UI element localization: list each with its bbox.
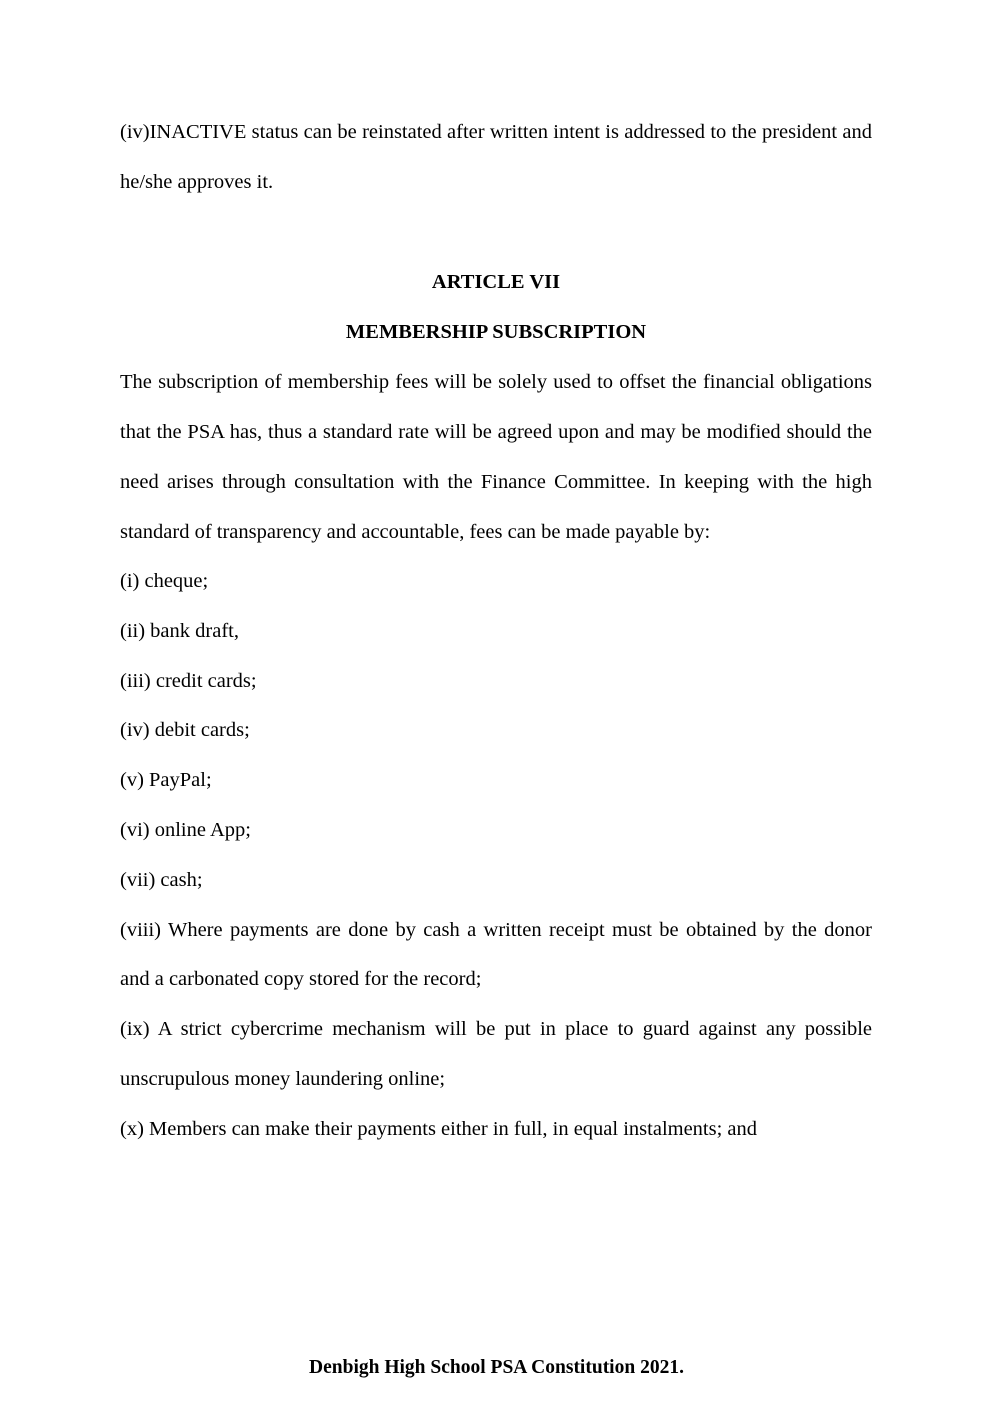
list-item: (vi) online App; (120, 818, 251, 841)
section-spacer (120, 207, 872, 257)
payment-methods-list (120, 557, 872, 1155)
article-title: MEMBERSHIP SUBSCRIPTION (345, 321, 647, 343)
intro-paragraph: (iv)INACTIVE status can be reinstated after written intent is addressed to the president and he/she approves it. (120, 121, 872, 193)
list-item: (ix) A strict cybercrime mechanism will be put in place to guard against any possible unscrupulous money laundering online; (120, 1018, 872, 1090)
article-number: ARTICLE VII (431, 271, 561, 293)
list-item: (iv) debit cards; (120, 719, 250, 742)
list-item: (v) PayPal; (120, 769, 212, 792)
document-page (120, 107, 872, 1155)
list-item: (x) Members can make their payments either in full, in equal instalments; and (120, 1117, 758, 1140)
list-item: (ii) bank draft, (120, 619, 239, 642)
body-paragraph: The subscription of membership fees will be solely used to offset the financial obligations that the PSA has, thus a standard rate will be agreed upon and may be modified should the need arises through consultation with the Finance Committee. In keeping with the high standard of transparency and accountable, fees can be made payable by: (120, 371, 872, 543)
list-item: (iii) credit cards; (120, 669, 257, 692)
page-footer: Denbigh High School PSA Constitution 2021. (309, 1357, 684, 1378)
list-item: (viii) Where payments are done by cash a written receipt must be obtained by the donor and a carbonated copy stored for the record; (120, 918, 872, 991)
list-item: (i) cheque; (120, 570, 209, 592)
list-item: (vii) cash; (120, 868, 203, 891)
